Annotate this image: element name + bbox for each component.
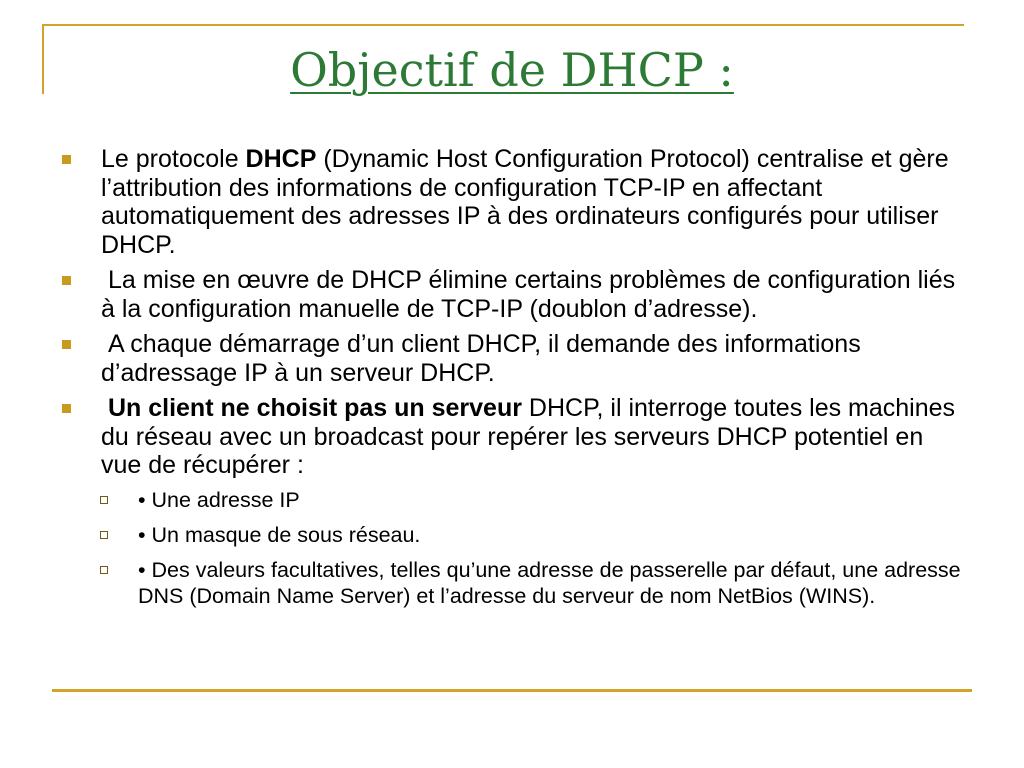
bullet-text: DHCP, il interroge toutes les machines du réseau avec un broadcast pour repérer les serveurs DHCP potentiel en vue de récupérer :	[101, 394, 956, 479]
checkbox-bullet-icon	[100, 531, 108, 539]
sub-bullet-item-1	[56, 487, 968, 513]
slide-content	[56, 145, 968, 618]
checkbox-bullet-icon	[100, 496, 108, 504]
bullet-text	[101, 394, 108, 422]
bullet-item-2	[56, 266, 968, 323]
sub-bullet-text: • Des valeurs facultatives, telles qu’une adresse de passerelle par défaut, une adresse DNS (Domain Name Server) et l’adresse du serveur de nom NetBios (WINS).	[138, 557, 961, 608]
bullet-item-1	[56, 145, 968, 259]
sub-bullet-text: • Une adresse IP	[138, 487, 300, 512]
bullet-text: La mise en œuvre de DHCP élimine certains problèmes de configuration liés à la configuration manuelle de TCP-IP (doublon d’adresse).	[101, 266, 963, 323]
top-border-line	[42, 24, 964, 26]
sub-bullet-item-2	[56, 522, 968, 548]
bullet-item-3	[56, 330, 968, 387]
slide-title	[0, 40, 1024, 100]
sub-bullet-text: • Un masque de sous réseau.	[138, 522, 421, 547]
bullet-bold-text: Un client ne choisit pas un serveur	[107, 394, 522, 422]
bullet-text: (Dynamic Host Configuration Protocol) centralise et gère l’attribution des informations de configuration TCP-IP en affectant automatiquement des adresses IP à des ordinateurs configurés pour utiliser DHCP.	[101, 145, 949, 259]
square-bullet-icon	[62, 155, 71, 164]
bullet-text: A chaque démarrage d’un client DHCP, il demande des informations d’adressage IP à un serveur DHCP.	[101, 330, 868, 387]
bottom-border-line	[52, 689, 972, 692]
square-bullet-icon	[62, 340, 71, 349]
bullet-item-4	[56, 394, 968, 480]
slide-title-text: Objectif de DHCP :	[290, 43, 734, 97]
bullet-text: Le protocole	[101, 145, 246, 173]
square-bullet-icon	[62, 276, 71, 285]
square-bullet-icon	[62, 404, 71, 413]
checkbox-bullet-icon	[100, 566, 108, 574]
bullet-bold-text: DHCP	[245, 145, 317, 173]
sub-bullet-item-3	[56, 557, 968, 609]
